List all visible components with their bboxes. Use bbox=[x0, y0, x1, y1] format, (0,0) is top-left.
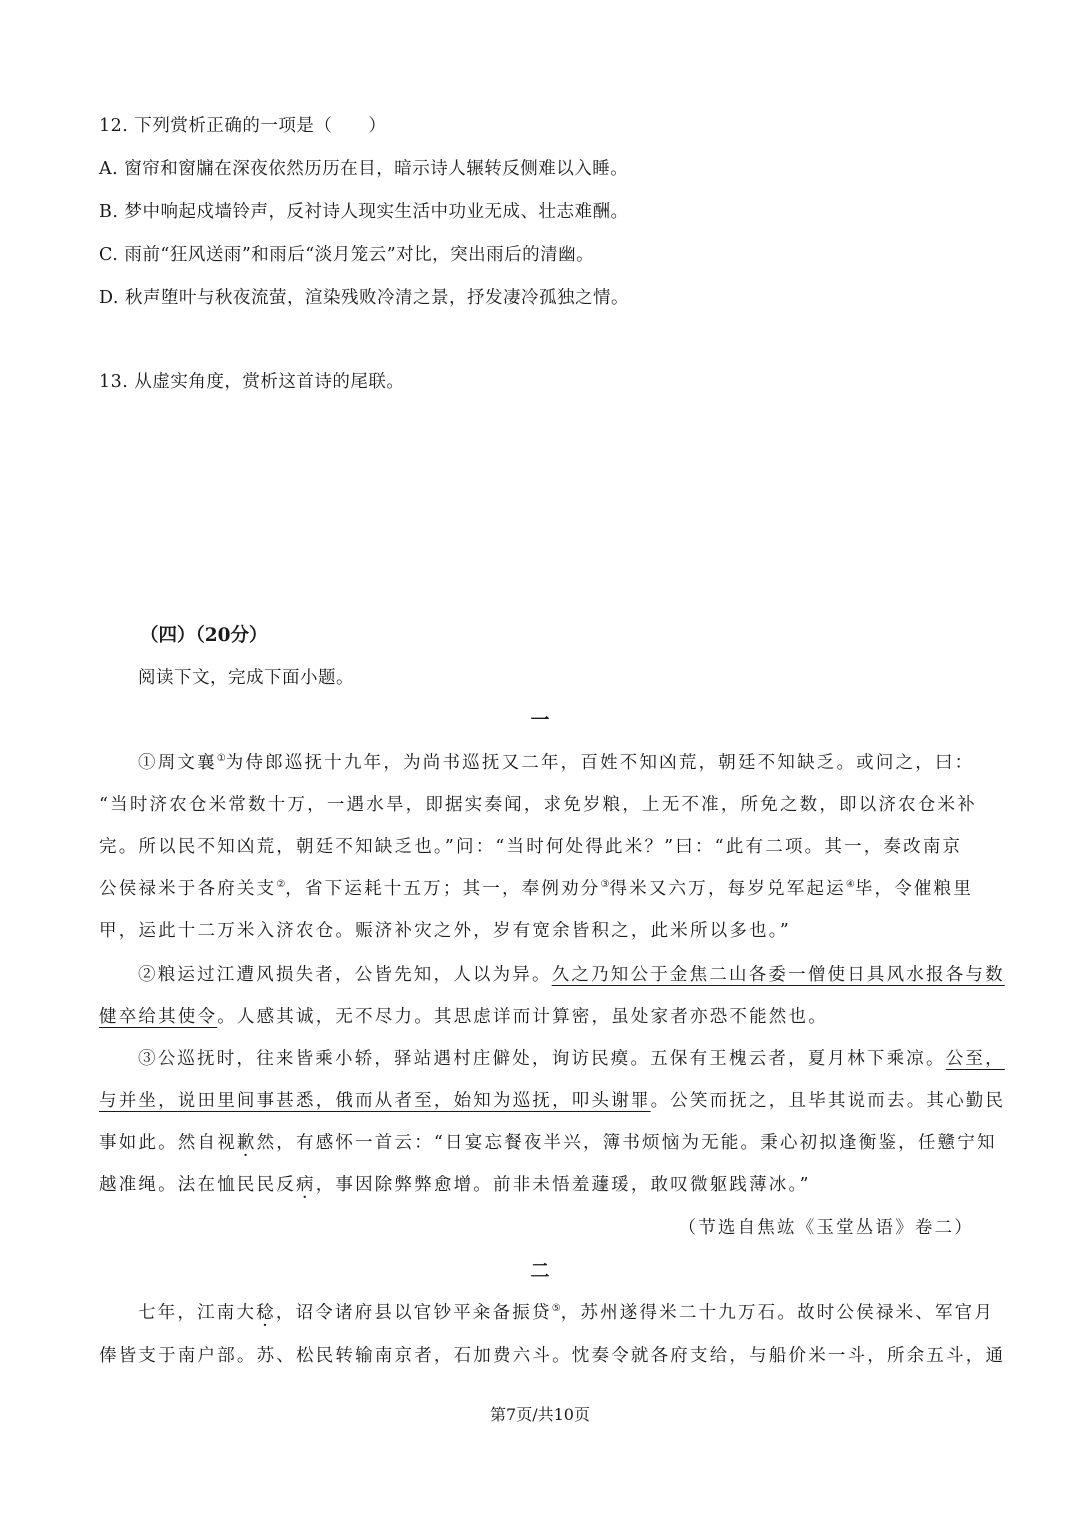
underlined-sentence: 公至， bbox=[945, 1049, 1005, 1069]
paragraph-3-line-4: 越准绳。法在恤民民反病，事因除弊弊愈增。前非未悟羞蘧瑗，敢叹微躯践薄冰。” bbox=[99, 1175, 811, 1195]
underlined-sentence: 与并坐，说田里间事甚悉，俄而从者至，始知为巡抚，叩头谢罪 bbox=[99, 1091, 651, 1111]
reading-instruction: 阅读下文，完成下面小题。 bbox=[138, 668, 354, 688]
footnote-mark: ② bbox=[276, 879, 286, 890]
paragraph-4-line-2: 俸皆支于南户部。苏、松民转输南京者，石加费六斗。忱奏令就各府支给，与船价米一斗，所余五斗，通 bbox=[99, 1346, 1006, 1366]
section-heading: （四）（20分） bbox=[140, 625, 268, 646]
paragraph-4-line-1: 七年，江南大稔，诏令诸府县以官钞平籴备振贷⑤，苏州遂得米二十九万石。故时公侯禄米、军官月 bbox=[138, 1303, 995, 1323]
footnote-mark: ⑤ bbox=[551, 1303, 561, 1314]
page-number: 第7页/共10页 bbox=[490, 1405, 590, 1424]
footnote-mark: ① bbox=[216, 753, 226, 764]
paragraph-1-line-2: “当时济农仓米常数十万，一遇水旱，即据实奏闻，求免岁粮，上无不准，所免之数，即以济农仓米补 bbox=[99, 795, 977, 815]
paragraph-1-line-4: 公侯禄米于各府关支②，省下运耗十五万；其一，奉例劝分③得米又六万，每岁兑军起运④毕，令催粮里 bbox=[99, 879, 974, 899]
footnote-mark: ③ bbox=[600, 879, 610, 890]
paragraph-3-line-1: ③公巡抚时，往来皆乘小轿，驿站遇村庄僻处，询访民瘼。五保有王槐云者，夏月林下乘凉。公至， bbox=[138, 1049, 1005, 1069]
paragraph-3-line-2: 与并坐，说田里间事甚悉，俄而从者至，始知为巡抚，叩头谢罪。公笑而抚之，且毕其说而去。其心勤民 bbox=[99, 1091, 1006, 1111]
question-12-option-a: A. 窗帘和窗牖在深夜依然历历在目，暗示诗人辗转反侧难以入睡。 bbox=[99, 159, 629, 179]
paragraph-3-line-3: 事如此。然自视歉然，有感怀一首云：“日宴忘餐夜半兴，簿书烦恼为无能。秉心初拟逢衡鉴，任戆宁知 bbox=[99, 1133, 997, 1153]
footnote-mark: ④ bbox=[845, 879, 855, 890]
paragraph-1-line-1: ①周文襄①为侍郎巡抚十九年，为尚书巡抚又二年，百姓不知凶荒，朝廷不知缺乏。或问之，曰： bbox=[138, 753, 975, 773]
underlined-sentence: 健卒给其使令 bbox=[99, 1007, 218, 1027]
emphasized-char: 病 bbox=[296, 1175, 316, 1195]
paragraph-1-line-5: 甲，运此十二万米入济农仓。赈济补灾之外，岁有宽余皆积之，此米所以多也。” bbox=[99, 921, 791, 941]
source-citation: （节选自焦竑《玉堂丛语》卷二） bbox=[678, 1218, 974, 1238]
emphasized-char: 稔 bbox=[256, 1303, 276, 1323]
paragraph-2-line-1: ②粮运过江遭风损失者，公皆先知，人以为异。久之乃知公于金焦二山各委一僧使日具风水报各与数 bbox=[138, 965, 1005, 985]
question-13-stem: 13. 从虚实角度，赏析这首诗的尾联。 bbox=[99, 372, 405, 392]
underlined-sentence: 久之乃知公于金焦二山各委一僧使日具风水报各与数 bbox=[551, 965, 1005, 985]
paragraph-2-line-2: 健卒给其使令。人感其诚，无不尽力。其思虑详而计算密，虽处家者亦恐不能然也。 bbox=[99, 1007, 828, 1027]
part-one-title: 一 bbox=[530, 709, 550, 731]
question-12-option-c: C. 雨前“狂风送雨”和雨后“淡月笼云”对比，突出雨后的清幽。 bbox=[99, 245, 595, 265]
paragraph-1-line-3: 完。所以民不知凶荒，朝廷不知缺乏也。”问：“当时何处得此米？”曰：“此有二项。其一，奏改南京 bbox=[99, 837, 963, 857]
part-two-title: 二 bbox=[530, 1260, 550, 1282]
question-12-stem: 12. 下列赏析正确的一项是（ ） bbox=[99, 116, 387, 136]
emphasized-char: 歉 bbox=[236, 1133, 257, 1153]
question-12-option-b: B. 梦中响起戍墙铃声，反衬诗人现实生活中功业无成、壮志难酬。 bbox=[99, 202, 629, 222]
question-12-option-d: D. 秋声堕叶与秋夜流萤，渲染残败冷清之景，抒发凄冷孤独之情。 bbox=[99, 288, 630, 308]
